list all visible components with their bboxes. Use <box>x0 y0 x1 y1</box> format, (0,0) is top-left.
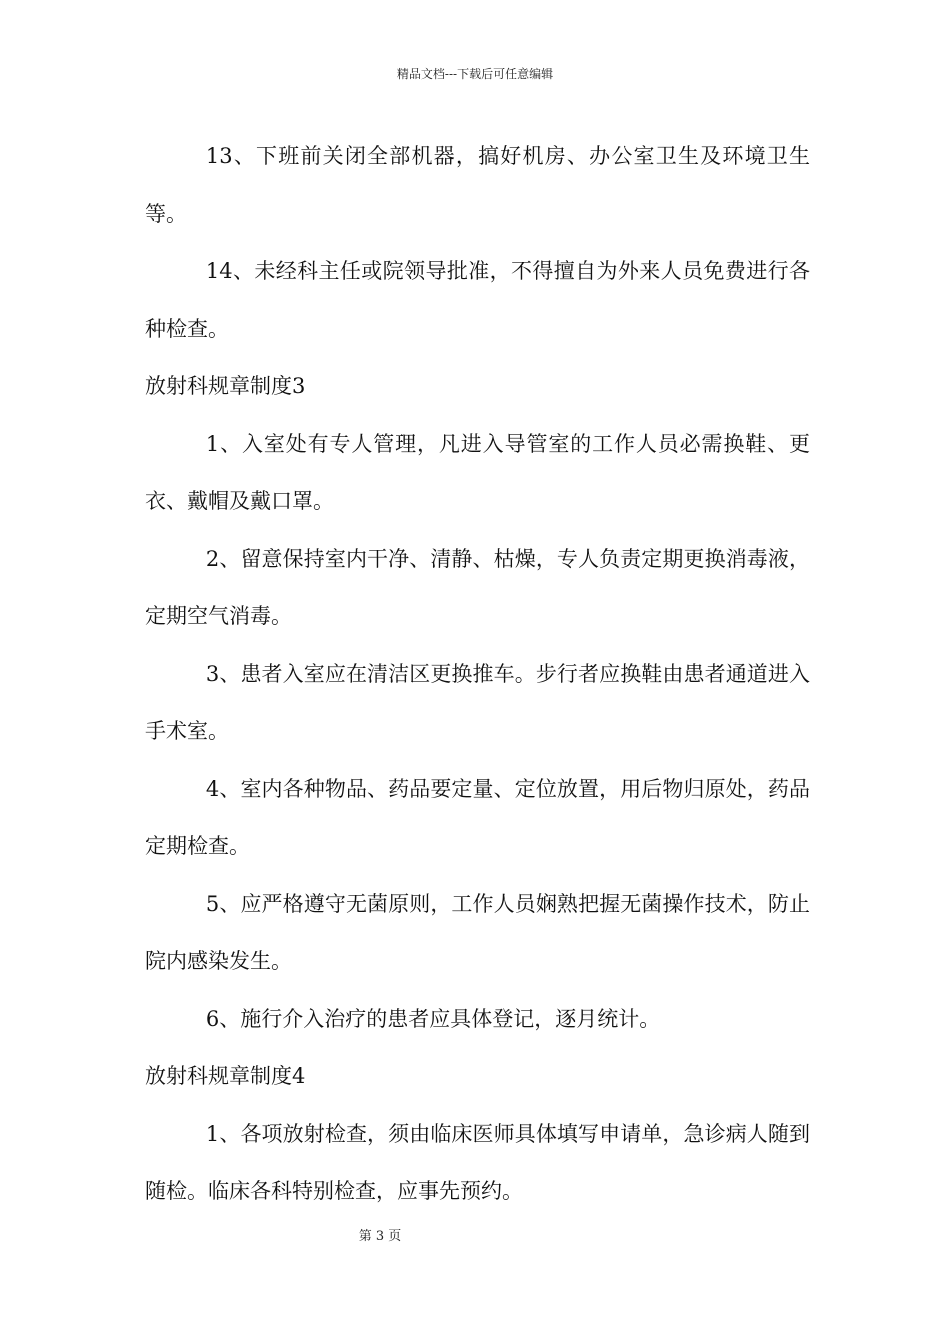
page-number: 第 3 页 <box>358 1229 402 1244</box>
paragraph-item-4: 4、室内各种物品、药品要定量、定位放置，用后物归原处，药品定期检查。 <box>145 776 810 858</box>
paragraph-item-2: 2、留意保持室内干净、清静、枯燥，专人负责定期更换消毒液，定期空气消毒。 <box>145 546 810 628</box>
section-heading-4: 放射科规章制度4 <box>145 1064 306 1088</box>
section-heading-3: 放射科规章制度3 <box>145 374 306 398</box>
paragraph-item-5: 5、应严格遵守无菌原则，工作人员娴熟把握无菌操作技术，防止院内感染发生。 <box>145 891 810 973</box>
paragraph-item-1-section-4: 1、各项放射检查，须由临床医师具体填写申请单，急诊病人随到随检。临床各科特别检查，应事先预约。 <box>145 1121 810 1203</box>
paragraph-item-13: 13、下班前关闭全部机器，搞好机房、办公室卫生及环境卫生等。 <box>145 144 810 226</box>
paragraph-item-6: 6、施行介入治疗的患者应具体登记，逐月统计。 <box>205 1006 661 1031</box>
page-header: 精品文档---下载后可任意编辑 <box>396 67 554 81</box>
paragraph-item-1: 1、入室处有专人管理，凡进入导管室的工作人员必需换鞋、更衣、戴帽及戴口罩。 <box>145 431 810 513</box>
paragraph-item-3: 3、患者入室应在清洁区更换推车。步行者应换鞋由患者通道进入手术室。 <box>145 661 810 743</box>
document-body <box>145 128 810 1221</box>
paragraph-item-14: 14、未经科主任或院领导批准，不得擅自为外来人员免费进行各种检查。 <box>145 259 810 341</box>
